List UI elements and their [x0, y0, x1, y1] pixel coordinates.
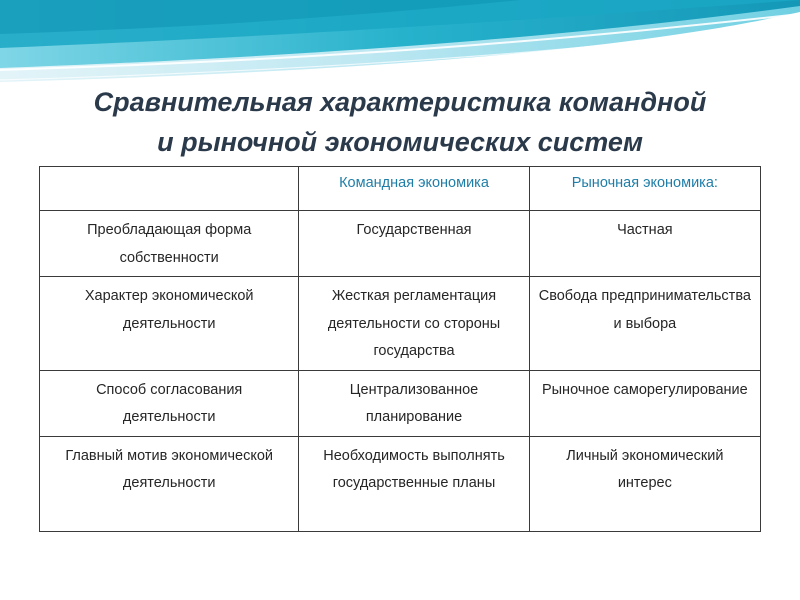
table-header-row [40, 167, 761, 211]
header-cell-market-economy: Рыночная экономика: [529, 167, 760, 211]
command-economy-cell: Централизованное планирование [299, 370, 529, 436]
command-economy-cell: Государственная [299, 211, 529, 277]
command-economy-cell: Жесткая регламентация деятельности со стороны государства [299, 277, 529, 371]
market-economy-cell: Частная [529, 211, 760, 277]
table-row [40, 370, 761, 436]
header-cell-empty [40, 167, 299, 211]
wave-decoration [0, 0, 800, 90]
title-line-1: Сравнительная характеристика командной [93, 87, 707, 117]
row-label-cell: Главный мотив экономической деятельности [40, 436, 299, 531]
comparison-table [39, 166, 761, 532]
row-label-cell: Характер экономической деятельности [40, 277, 299, 371]
market-economy-cell: Личный экономический интерес [529, 436, 760, 531]
header-cell-command-economy: Командная экономика [299, 167, 529, 211]
slide-title [0, 82, 800, 162]
title-line-2: и рыночной экономических систем [157, 127, 643, 157]
row-label-cell: Способ согласования деятельности [40, 370, 299, 436]
table-row [40, 211, 761, 277]
row-label-cell: Преобладающая форма собственности [40, 211, 299, 277]
market-economy-cell: Свобода предпринимательства и выбора [529, 277, 760, 371]
market-economy-cell: Рыночное саморегулирование [529, 370, 760, 436]
table-row [40, 277, 761, 371]
table-row [40, 436, 761, 531]
command-economy-cell: Необходимость выполнять государственные планы [299, 436, 529, 531]
